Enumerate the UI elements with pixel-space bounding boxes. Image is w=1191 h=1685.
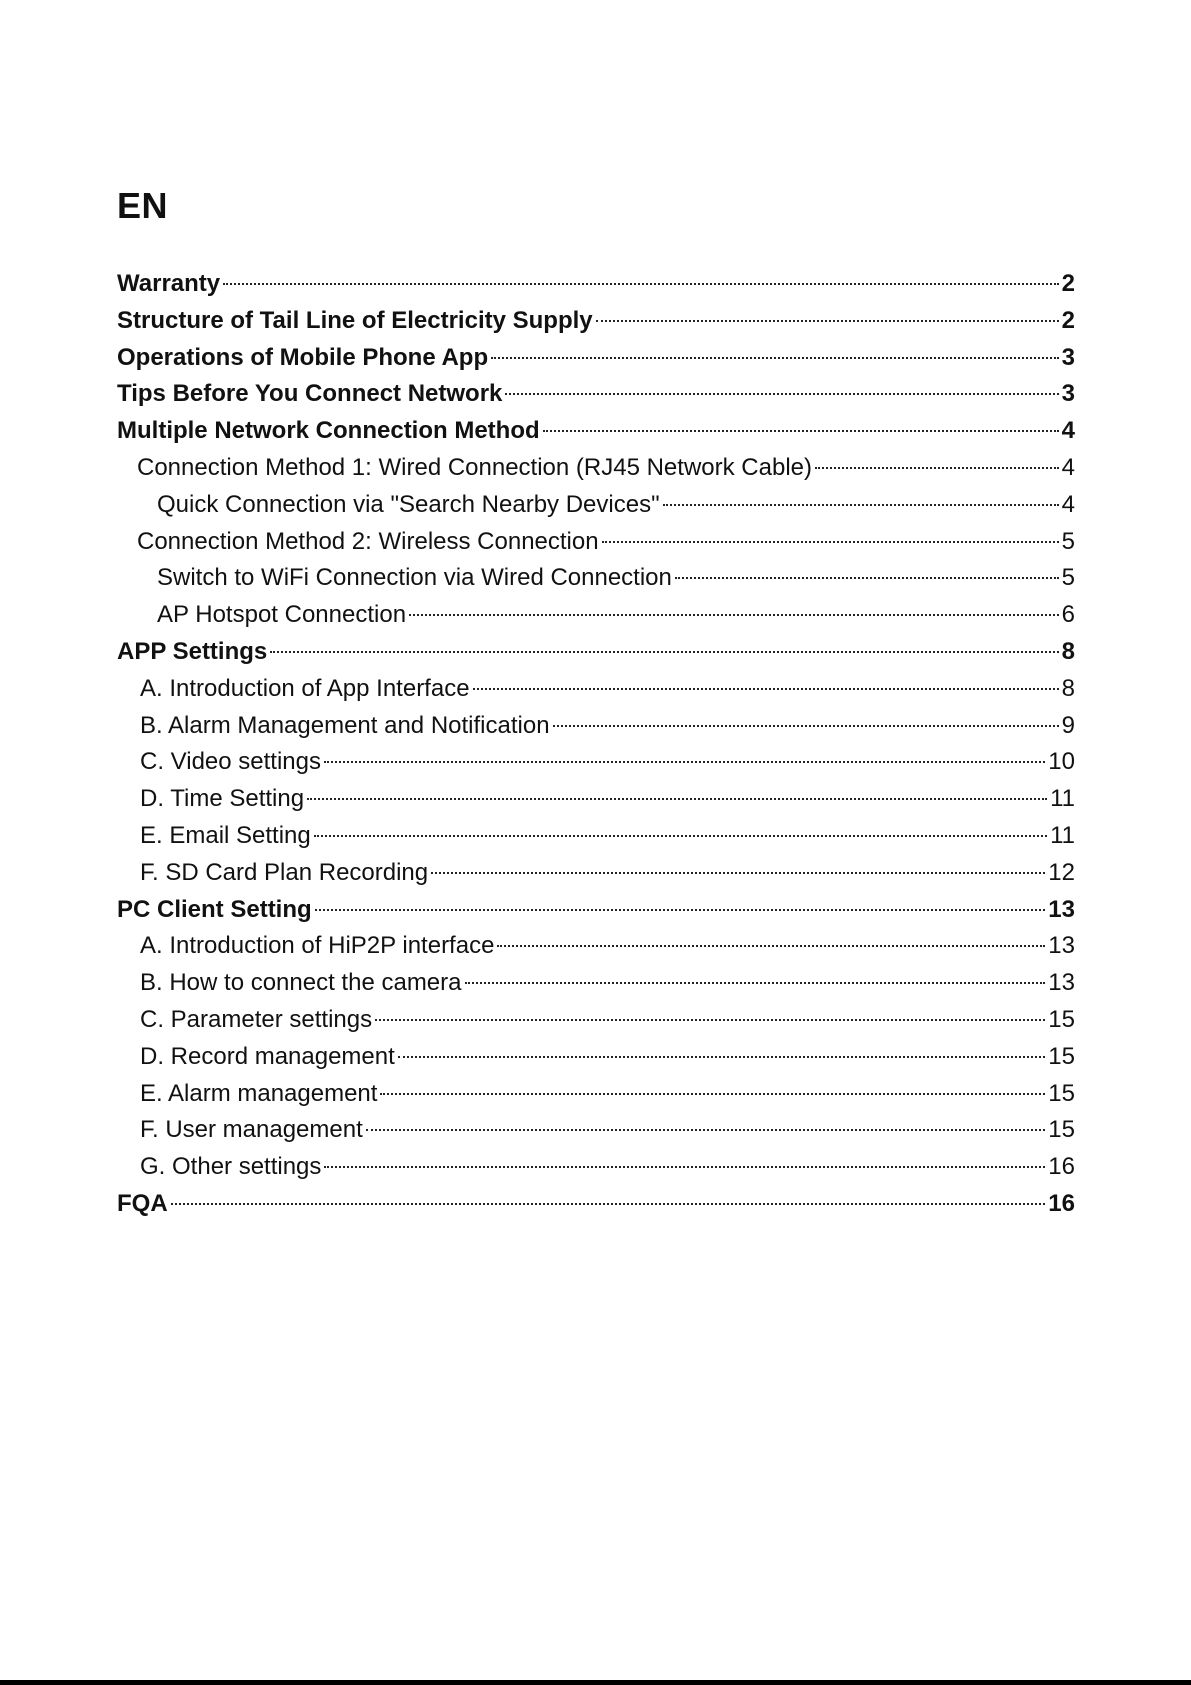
toc-entry-page: 2 xyxy=(1061,270,1075,297)
dot-leader xyxy=(553,725,1059,727)
toc-entry-alarm-management[interactable] xyxy=(117,1076,1075,1113)
dot-leader xyxy=(815,467,1059,469)
toc-entry-page: 4 xyxy=(1061,417,1075,445)
toc-entry-title: APP Settings xyxy=(117,637,268,665)
toc-entry-title: E. Email Setting xyxy=(140,821,311,849)
toc-entry-app-settings[interactable] xyxy=(117,634,1075,671)
dot-leader xyxy=(663,504,1059,506)
toc-entry-fqa[interactable] xyxy=(117,1186,1075,1223)
dot-leader xyxy=(543,430,1059,432)
toc-entry-title: B. Alarm Management and Notification xyxy=(140,711,550,739)
toc-entry-sd-card[interactable] xyxy=(117,855,1075,892)
dot-leader xyxy=(380,1093,1045,1095)
toc-entry-page: 9 xyxy=(1061,711,1075,739)
dot-leader xyxy=(491,357,1059,359)
dot-leader xyxy=(473,688,1059,690)
toc-entry-page: 13 xyxy=(1048,969,1075,997)
toc-entry-page: 5 xyxy=(1061,527,1075,555)
toc-entry-ap-hotspot[interactable] xyxy=(117,597,1075,634)
dot-leader xyxy=(596,320,1059,322)
dot-leader xyxy=(431,872,1045,874)
toc-entry-title: Structure of Tail Line of Electricity Supply xyxy=(117,306,593,334)
toc-entry-title: F. User management xyxy=(140,1116,363,1144)
toc-entry-title: C. Video settings xyxy=(140,748,321,776)
page-bottom-edge xyxy=(0,1680,1191,1685)
toc-entry-page: 4 xyxy=(1061,490,1075,518)
dot-leader xyxy=(324,761,1045,763)
toc-entry-page: 16 xyxy=(1048,1153,1075,1181)
dot-leader xyxy=(324,1166,1045,1168)
toc-entry-record-management[interactable] xyxy=(117,1039,1075,1076)
toc-entry-wireless-connection[interactable] xyxy=(117,524,1075,561)
toc-entry-structure-tail-line[interactable] xyxy=(117,303,1075,340)
toc-entry-page: 15 xyxy=(1048,1042,1075,1070)
toc-entry-title: D. Time Setting xyxy=(140,785,305,813)
dot-leader xyxy=(375,1019,1045,1021)
toc-entry-title: PC Client Setting xyxy=(117,895,312,923)
table-of-contents xyxy=(117,266,1075,1223)
toc-entry-title: Operations of Mobile Phone App xyxy=(117,343,489,371)
toc-entry-page: 16 xyxy=(1048,1189,1075,1217)
toc-entry-page: 13 xyxy=(1048,932,1075,960)
toc-entry-title: Connection Method 1: Wired Connection (RJ45 Network Cable) xyxy=(137,453,812,481)
dot-leader xyxy=(675,577,1059,579)
toc-entry-page: 8 xyxy=(1061,674,1075,702)
toc-entry-page: 10 xyxy=(1048,748,1075,776)
toc-entry-app-interface[interactable] xyxy=(117,671,1075,708)
dot-leader xyxy=(505,393,1058,395)
toc-entry-page: 11 xyxy=(1050,821,1075,849)
dot-leader xyxy=(307,798,1047,800)
toc-entry-multiple-network[interactable] xyxy=(117,413,1075,450)
toc-entry-title: B. How to connect the camera xyxy=(140,969,462,997)
toc-entry-page: 2 xyxy=(1061,306,1075,334)
toc-entry-title: Multiple Network Connection Method xyxy=(117,417,540,445)
toc-entry-page: 15 xyxy=(1048,1005,1075,1033)
toc-entry-page: 12 xyxy=(1048,858,1075,886)
toc-entry-title: A. Introduction of HiP2P interface xyxy=(140,932,495,960)
toc-entry-pc-client[interactable] xyxy=(117,892,1075,929)
toc-entry-connect-camera[interactable] xyxy=(117,965,1075,1002)
toc-entry-page: 15 xyxy=(1048,1079,1075,1107)
toc-entry-mobile-app[interactable] xyxy=(117,340,1075,377)
dot-leader xyxy=(602,541,1059,543)
toc-entry-title: Warranty xyxy=(117,270,221,297)
toc-entry-email-setting[interactable] xyxy=(117,818,1075,855)
dot-leader xyxy=(314,835,1047,837)
toc-entry-page: 11 xyxy=(1050,785,1075,813)
toc-entry-title: F. SD Card Plan Recording xyxy=(140,858,429,886)
toc-entry-page: 15 xyxy=(1048,1116,1075,1144)
dot-leader xyxy=(409,614,1059,616)
toc-entry-title: AP Hotspot Connection xyxy=(157,601,407,629)
toc-entry-tips-network[interactable] xyxy=(117,376,1075,413)
toc-entry-wired-connection[interactable] xyxy=(117,450,1075,487)
toc-entry-title: E. Alarm management xyxy=(140,1079,378,1107)
toc-entry-alarm-notification[interactable] xyxy=(117,708,1075,745)
toc-entry-hip2p-interface[interactable] xyxy=(117,928,1075,965)
toc-entry-title: Quick Connection via "Search Nearby Devices" xyxy=(157,490,660,518)
toc-entry-page: 3 xyxy=(1061,343,1075,371)
dot-leader xyxy=(223,283,1059,285)
dot-leader xyxy=(398,1056,1046,1058)
toc-entry-title: Switch to WiFi Connection via Wired Connection xyxy=(157,564,672,592)
toc-entry-title: D. Record management xyxy=(140,1042,395,1070)
dot-leader xyxy=(497,945,1045,947)
toc-entry-title: A. Introduction of App Interface xyxy=(140,674,470,702)
toc-entry-page: 5 xyxy=(1061,564,1075,592)
toc-entry-warranty[interactable] xyxy=(117,266,1075,303)
toc-entry-user-management[interactable] xyxy=(117,1112,1075,1149)
toc-entry-title: Tips Before You Connect Network xyxy=(117,380,503,408)
toc-entry-page: 13 xyxy=(1048,895,1075,923)
toc-entry-title: C. Parameter settings xyxy=(140,1005,373,1033)
toc-entry-title: G. Other settings xyxy=(140,1153,322,1181)
dot-leader xyxy=(171,1203,1046,1205)
toc-entry-parameter-settings[interactable] xyxy=(117,1002,1075,1039)
toc-entry-page: 6 xyxy=(1061,601,1075,629)
toc-entry-quick-connection[interactable] xyxy=(117,487,1075,524)
dot-leader xyxy=(465,982,1046,984)
toc-entry-title: Connection Method 2: Wireless Connection xyxy=(137,527,599,555)
toc-entry-video-settings[interactable] xyxy=(117,744,1075,781)
toc-entry-time-setting[interactable] xyxy=(117,781,1075,818)
toc-entry-switch-wifi[interactable] xyxy=(117,560,1075,597)
toc-entry-page: 4 xyxy=(1061,453,1075,481)
toc-entry-other-settings[interactable] xyxy=(117,1149,1075,1186)
language-heading: EN xyxy=(117,185,169,226)
toc-entry-page: 3 xyxy=(1061,380,1075,408)
toc-entry-title: FQA xyxy=(117,1189,168,1217)
dot-leader xyxy=(366,1129,1046,1131)
dot-leader xyxy=(270,651,1058,653)
toc-entry-page: 8 xyxy=(1061,637,1075,665)
dot-leader xyxy=(315,909,1046,911)
